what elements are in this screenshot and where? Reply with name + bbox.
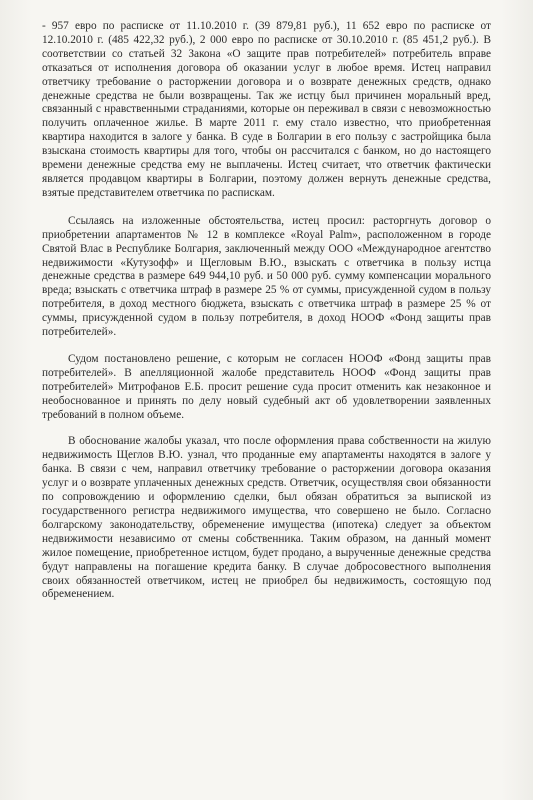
paragraph-appeal-grounds: В обоснование жалобы указал, что после оформления права собственности на жилую недвижимость Щеглов В.Ю. узнал, что проданные ему апартаменты находятся в залоге у банка. В связи с чем, направил ответчику требование о расторжении договора оказания услуг и о возврате уплаченных денежных средств. Ответчик, осуществляя свои обязанности по сопровождению и оформлению сделки, был обязан обратиться за выпиской из государственного регистра недвижимого имущества, что совершено не было. Согласно болгарскому законодательству, обременение имущества (ипотека) следует за объектом недвижимости независимо от смены собственника. Таким образом, на данный момент жилое помещение, приобретенное истцом, будет продано, а вырученные денежные средства будут направлены на погашение кредита банку. В случае добросовестного выполнения своих обязанностей ответчиком, истец не приобрел бы недвижимость, состоящую под обременением.	[42, 435, 491, 601]
paragraph-claim-facts: - 957 евро по расписке от 11.10.2010 г. (39 879,81 руб.), 11 652 евро по расписке от 12.10.2010 г. (485 422,32 руб.), 2 000 евро по расписке от 30.10.2010 г. (85 451,2 руб.). В соответствии со статьей 32 Закона «О защите прав потребителей» потребитель вправе отказаться от исполнения договора об оказании услуг в любое время. Истец направил ответчику требование о расторжении договора и о возврате денежных средств, однако денежные средства не были возвращены. Так же истцу был причинен моральный вред, связанный с нравственными страданиями, которые он переживал в связи с невозможностью получить оплаченное жилье. В марте 2011 г. ему стало известно, что приобретенная квартира находится в залоге у банка. В суде в Болгарии в его пользу с застройщика была взыскана стоимость квартиры для того, чтобы он рассчитался с банком, но до настоящего времени денежные средства ему не выплачены. Истец считает, что ответчик фактически является продавцом квартиры в Болгарии, поэтому должен вернуть денежные средства, взятые представителем ответчика по распискам.	[42, 20, 491, 199]
paragraph-claim-demands: Ссылаясь на изложенные обстоятельства, истец просил: расторгнуть договор о приобретении апартаментов № 12 в комплексе «Royal Palm», расположенном в городе Святой Влас в Республике Болгария, заключенный между ООО «Международное агентство недвижимости «Кутузофф» и Щегловым В.Ю., взыскать с ответчика в пользу истца денежные средства в размере 649 944,10 руб. и 50 000 руб. сумму компенсации морального вреда; взыскать с ответчика штраф в размере 25 % от суммы, присужденной судом в пользу потребителя, в доход местного бюджета, взыскать с ответчика штраф в размере 25 % от суммы, присужденной судом в пользу потребителя, в доход НООФ «Фонд защиты прав потребителей».	[42, 214, 491, 339]
paragraph-court-decision: Судом постановлено решение, с которым не согласен НООФ «Фонд защиты прав потребителей». В апелляционной жалобе представитель НООФ «Фонд защиты прав потребителей» Митрофанов Е.Б. просит решение суда просит отменить как незаконное и необоснованное и принять по делу новый судебный акт об удовлетворении заявленных требований в полном объеме.	[42, 352, 491, 421]
